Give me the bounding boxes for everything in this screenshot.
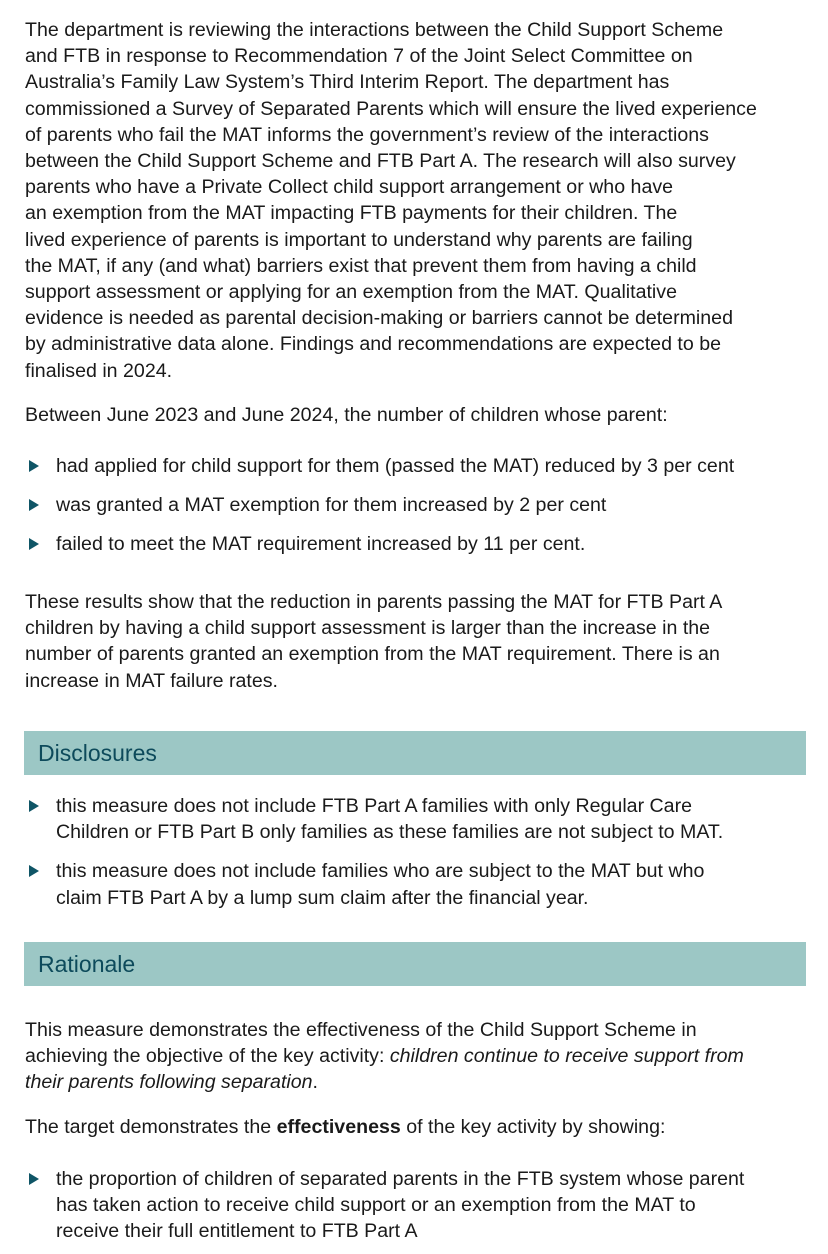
emphasis-effectiveness: effectiveness — [276, 1116, 401, 1138]
text-line: The department is reviewing the interactions between the Child Support Scheme — [25, 19, 724, 41]
text-line — [25, 1043, 810, 1069]
list-item — [25, 531, 810, 557]
disclosures-section-header — [24, 731, 806, 775]
text-run: The target demonstrates the — [25, 1116, 277, 1138]
text-line: This measure demonstrates the effectiveness of the Child Support Scheme in — [25, 1019, 697, 1041]
text-line: between the Child Support Scheme and FTB Part A. The research will also survey — [25, 150, 736, 173]
list-item-text: this measure does not include families who are subject to the MAT but who — [56, 860, 705, 883]
text-line: These results show that the reduction in parents passing the MAT for FTB Part A — [25, 591, 723, 613]
rationale-section-header — [24, 942, 806, 986]
disclosures-list — [25, 793, 810, 911]
rationale-paragraph — [25, 1017, 810, 1096]
key-activity-objective: children continue to receive support from — [389, 1045, 744, 1068]
key-activity-objective: their parents following separation — [25, 1071, 313, 1094]
list-item-text: receive their full entitlement to FTB Part A — [56, 1220, 418, 1243]
list-item-text: claim FTB Part A by a lump sum claim after the financial year. — [56, 886, 589, 909]
list-item-text: the proportion of children of separated parents in the FTB system whose parent — [56, 1168, 745, 1190]
text-run: . — [312, 1071, 318, 1094]
list-item — [25, 793, 810, 845]
disclosures-heading: Disclosures — [38, 740, 157, 766]
triangle-bullet-icon — [29, 460, 39, 472]
list-item-text: had applied for child support for them (passed the MAT) reduced by 3 per cent — [56, 455, 735, 477]
text-line: and FTB in response to Recommendation 7 of the Joint Select Committee on — [25, 45, 693, 68]
text-line: by administrative data alone. Findings and recommendations are expected to be — [25, 333, 721, 356]
list-item — [25, 858, 810, 910]
triangle-bullet-icon — [29, 538, 39, 550]
triangle-bullet-icon — [29, 865, 39, 877]
text-line: parents who have a Private Collect child support arrangement or who have — [25, 176, 674, 199]
triangle-bullet-icon — [29, 499, 39, 511]
text-line: Between June 2023 and June 2024, the number of children whose parent: — [25, 404, 668, 426]
rationale-list — [25, 1166, 810, 1245]
list-item — [25, 492, 810, 518]
text-line: increase in MAT failure rates. — [25, 669, 279, 692]
results-paragraph — [25, 589, 810, 694]
triangle-bullet-icon — [29, 1173, 39, 1185]
between-intro-text — [25, 402, 810, 428]
text-run: achieving the objective of the key activity: — [25, 1045, 390, 1068]
list-item-text: this measure does not include FTB Part A families with only Regular Care — [56, 795, 693, 817]
text-line: children by having a child support assessment is larger than the increase in the — [25, 617, 711, 640]
list-item — [25, 1166, 810, 1245]
changes-list — [25, 453, 810, 558]
list-item-text: has taken action to receive child support or an exemption from the MAT to — [56, 1194, 696, 1217]
text-run: of the key activity by showing: — [400, 1116, 666, 1138]
list-item-text: was granted a MAT exemption for them increased by 2 per cent — [56, 494, 607, 517]
text-line: lived experience of parents is important to understand why parents are failing — [25, 228, 693, 251]
text-line: of parents who fail the MAT informs the government’s review of the interactions — [25, 123, 709, 146]
text-line — [25, 1114, 810, 1140]
triangle-bullet-icon — [29, 800, 39, 812]
list-item-text: Children or FTB Part B only families as these families are not subject to MAT. — [56, 821, 724, 844]
text-line: Australia’s Family Law System’s Third Interim Report. The department has — [25, 71, 670, 94]
list-item-text: failed to meet the MAT requirement increased by 11 per cent. — [56, 533, 586, 556]
text-line: evidence is needed as parental decision-making or barriers cannot be determined — [25, 307, 733, 330]
text-line: support assessment or applying for an exemption from the MAT. Qualitative — [25, 281, 677, 304]
text-line — [25, 1069, 810, 1095]
text-line: number of parents granted an exemption from the MAT requirement. There is an — [25, 643, 720, 666]
target-paragraph — [25, 1114, 810, 1140]
intro-paragraph — [25, 17, 810, 384]
text-line: finalised in 2024. — [25, 359, 173, 382]
text-line: commissioned a Survey of Separated Parents which will ensure the lived experience — [25, 97, 757, 120]
rationale-heading: Rationale — [38, 951, 136, 977]
list-item — [25, 453, 810, 479]
text-line: the MAT, if any (and what) barriers exist that prevent them from having a child — [25, 254, 697, 277]
text-line: an exemption from the MAT impacting FTB payments for their children. The — [25, 202, 678, 225]
